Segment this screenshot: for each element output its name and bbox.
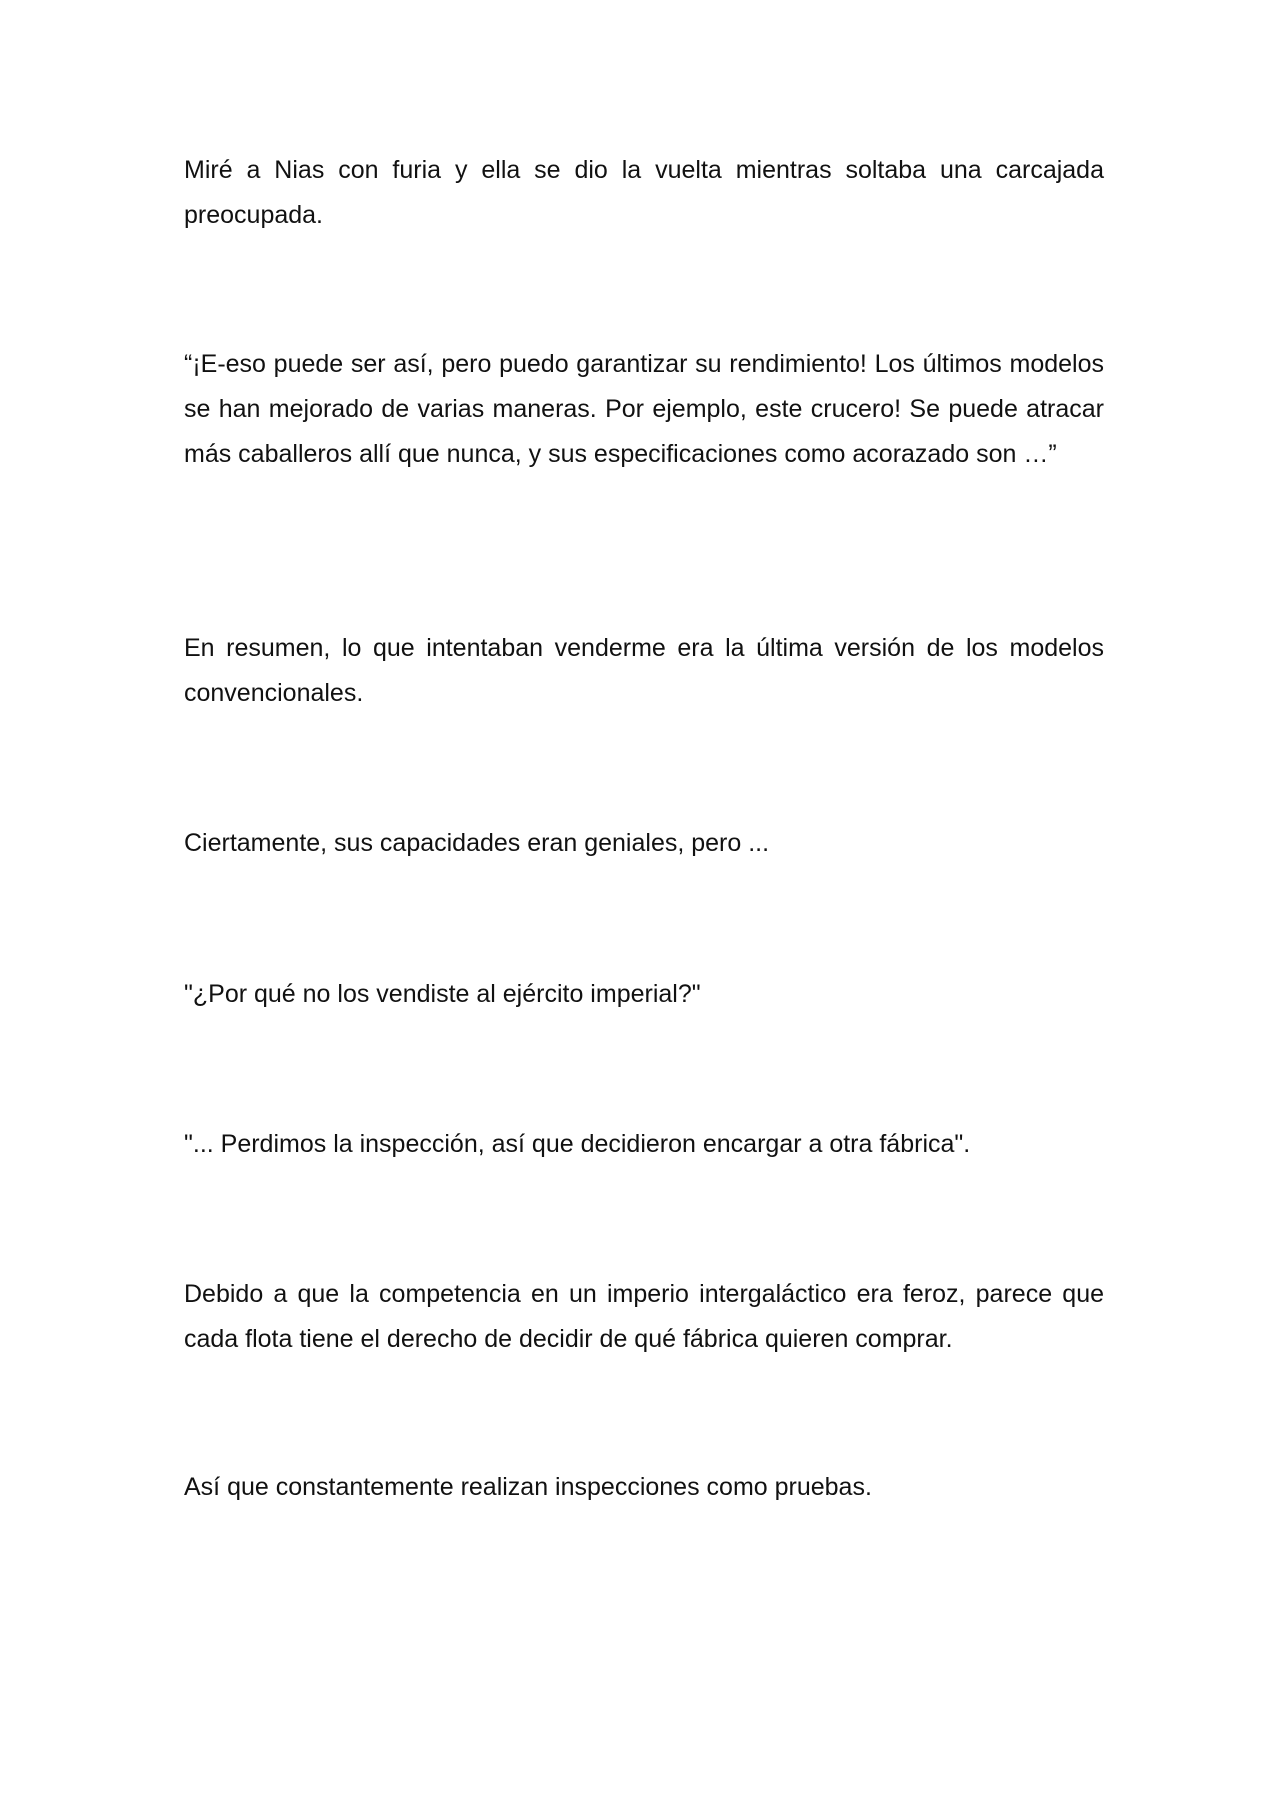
paragraph-capabilities: Ciertamente, sus capacidades eran geniales, pero ... xyxy=(184,829,770,857)
paragraph-narration-nias: Miré a Nias con furia y ella se dio la vuelta mientras soltaba una carcajada preocupada. xyxy=(184,156,1104,229)
paragraph-lost-inspection: "... Perdimos la inspección, así que decidieron encargar a otra fábrica". xyxy=(184,1130,971,1158)
paragraph-competition: Debido a que la competencia en un imperio intergaláctico era feroz, parece que cada flota tiene el derecho de decidir de qué fábrica quieren comprar. xyxy=(184,1280,1104,1353)
paragraph-summary-models: En resumen, lo que intentaban venderme era la última versión de los modelos convencionales. xyxy=(184,634,1104,707)
paragraph-dialogue-performance: “¡E-eso puede ser así, pero puedo garantizar su rendimiento! Los últimos modelos se han mejorado de varias maneras. Por ejemplo, este crucero! Se puede atracar más caballeros allí que nunca, y sus especificaciones como acorazado son …” xyxy=(184,350,1104,468)
paragraph-inspections: Así que constantemente realizan inspecciones como pruebas. xyxy=(184,1473,872,1501)
paragraph-question-army: "¿Por qué no los vendiste al ejército imperial?" xyxy=(184,980,701,1008)
